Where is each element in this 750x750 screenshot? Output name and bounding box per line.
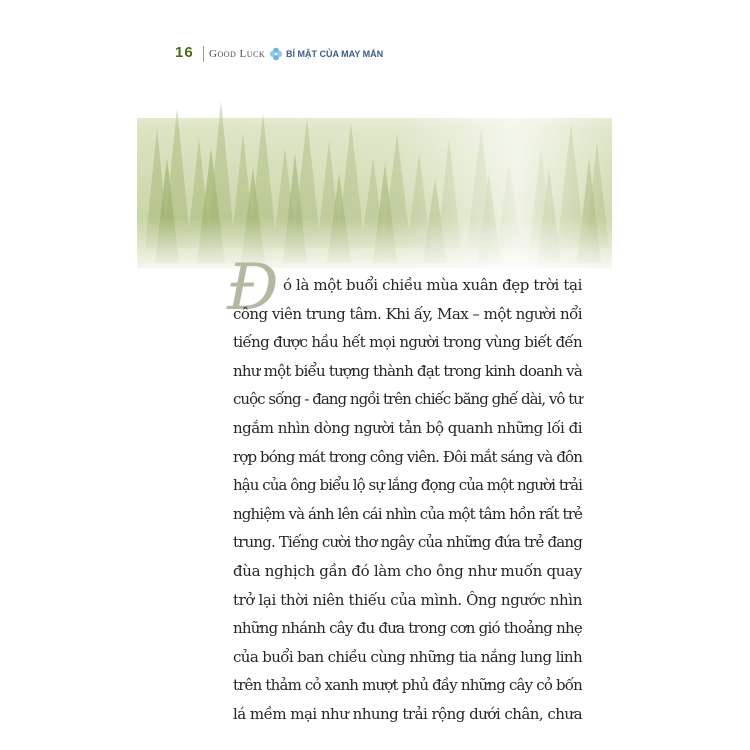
four-leaf-clover-icon [269, 47, 283, 61]
text-line: hậu của ông biểu lộ sự lắng đọng của một người trải [233, 476, 582, 495]
text-line: của buổi ban chiều cùng những tia nắng lung linh [233, 647, 582, 666]
series-title: Good Luck [209, 48, 266, 60]
text-line: những nhánh cây đu đưa trong cơn gió thoảng nhẹ [233, 619, 582, 638]
text-line: tiếng được hầu hết mọi người trong vùng biết đến [233, 333, 582, 352]
header-divider [203, 46, 204, 62]
drop-cap: Đ [227, 251, 279, 325]
text-line: trên thảm cỏ xanh mượt phủ đầy những cây cỏ bốn [233, 676, 582, 695]
text-line: công viên trung tâm. Khi ấy, Max – một người nổi [233, 304, 582, 323]
text-line: trung. Tiếng cười thơ ngây của những đứa trẻ đang [233, 533, 582, 552]
text-line: lá mềm mại như nhung trải rộng dưới chân, chưa [233, 705, 582, 723]
text-line: trở lại thời niên thiếu của mình. Ông ngước nhìn [233, 590, 582, 609]
text-line: đùa nghịch gần đó làm cho ông như muốn quay [233, 562, 582, 580]
forest-illustration [137, 78, 612, 278]
book-page [137, 38, 612, 728]
text-line: ngắm nhìn dòng người tản bộ quanh những lối đi [233, 419, 582, 437]
page-number: 16 [175, 44, 194, 61]
text-line: cuộc sống - đang ngồi trên chiếc băng ghế dài, vô tư [233, 390, 582, 409]
text-line: ó là một buổi chiều mùa xuân đẹp trời tại [283, 276, 582, 294]
text-line: rợp bóng mát trong công viên. Đôi mắt sáng và đôn [233, 447, 582, 466]
running-header [137, 38, 612, 78]
text-line: nghiệm và ánh lên cái nhìn của một tâm hồn rất trẻ [233, 504, 582, 523]
book-title: BÍ MẬT CỦA MAY MẮN [286, 49, 384, 59]
text-line: như một biểu tượng thành đạt trong kinh doanh và [233, 361, 582, 380]
